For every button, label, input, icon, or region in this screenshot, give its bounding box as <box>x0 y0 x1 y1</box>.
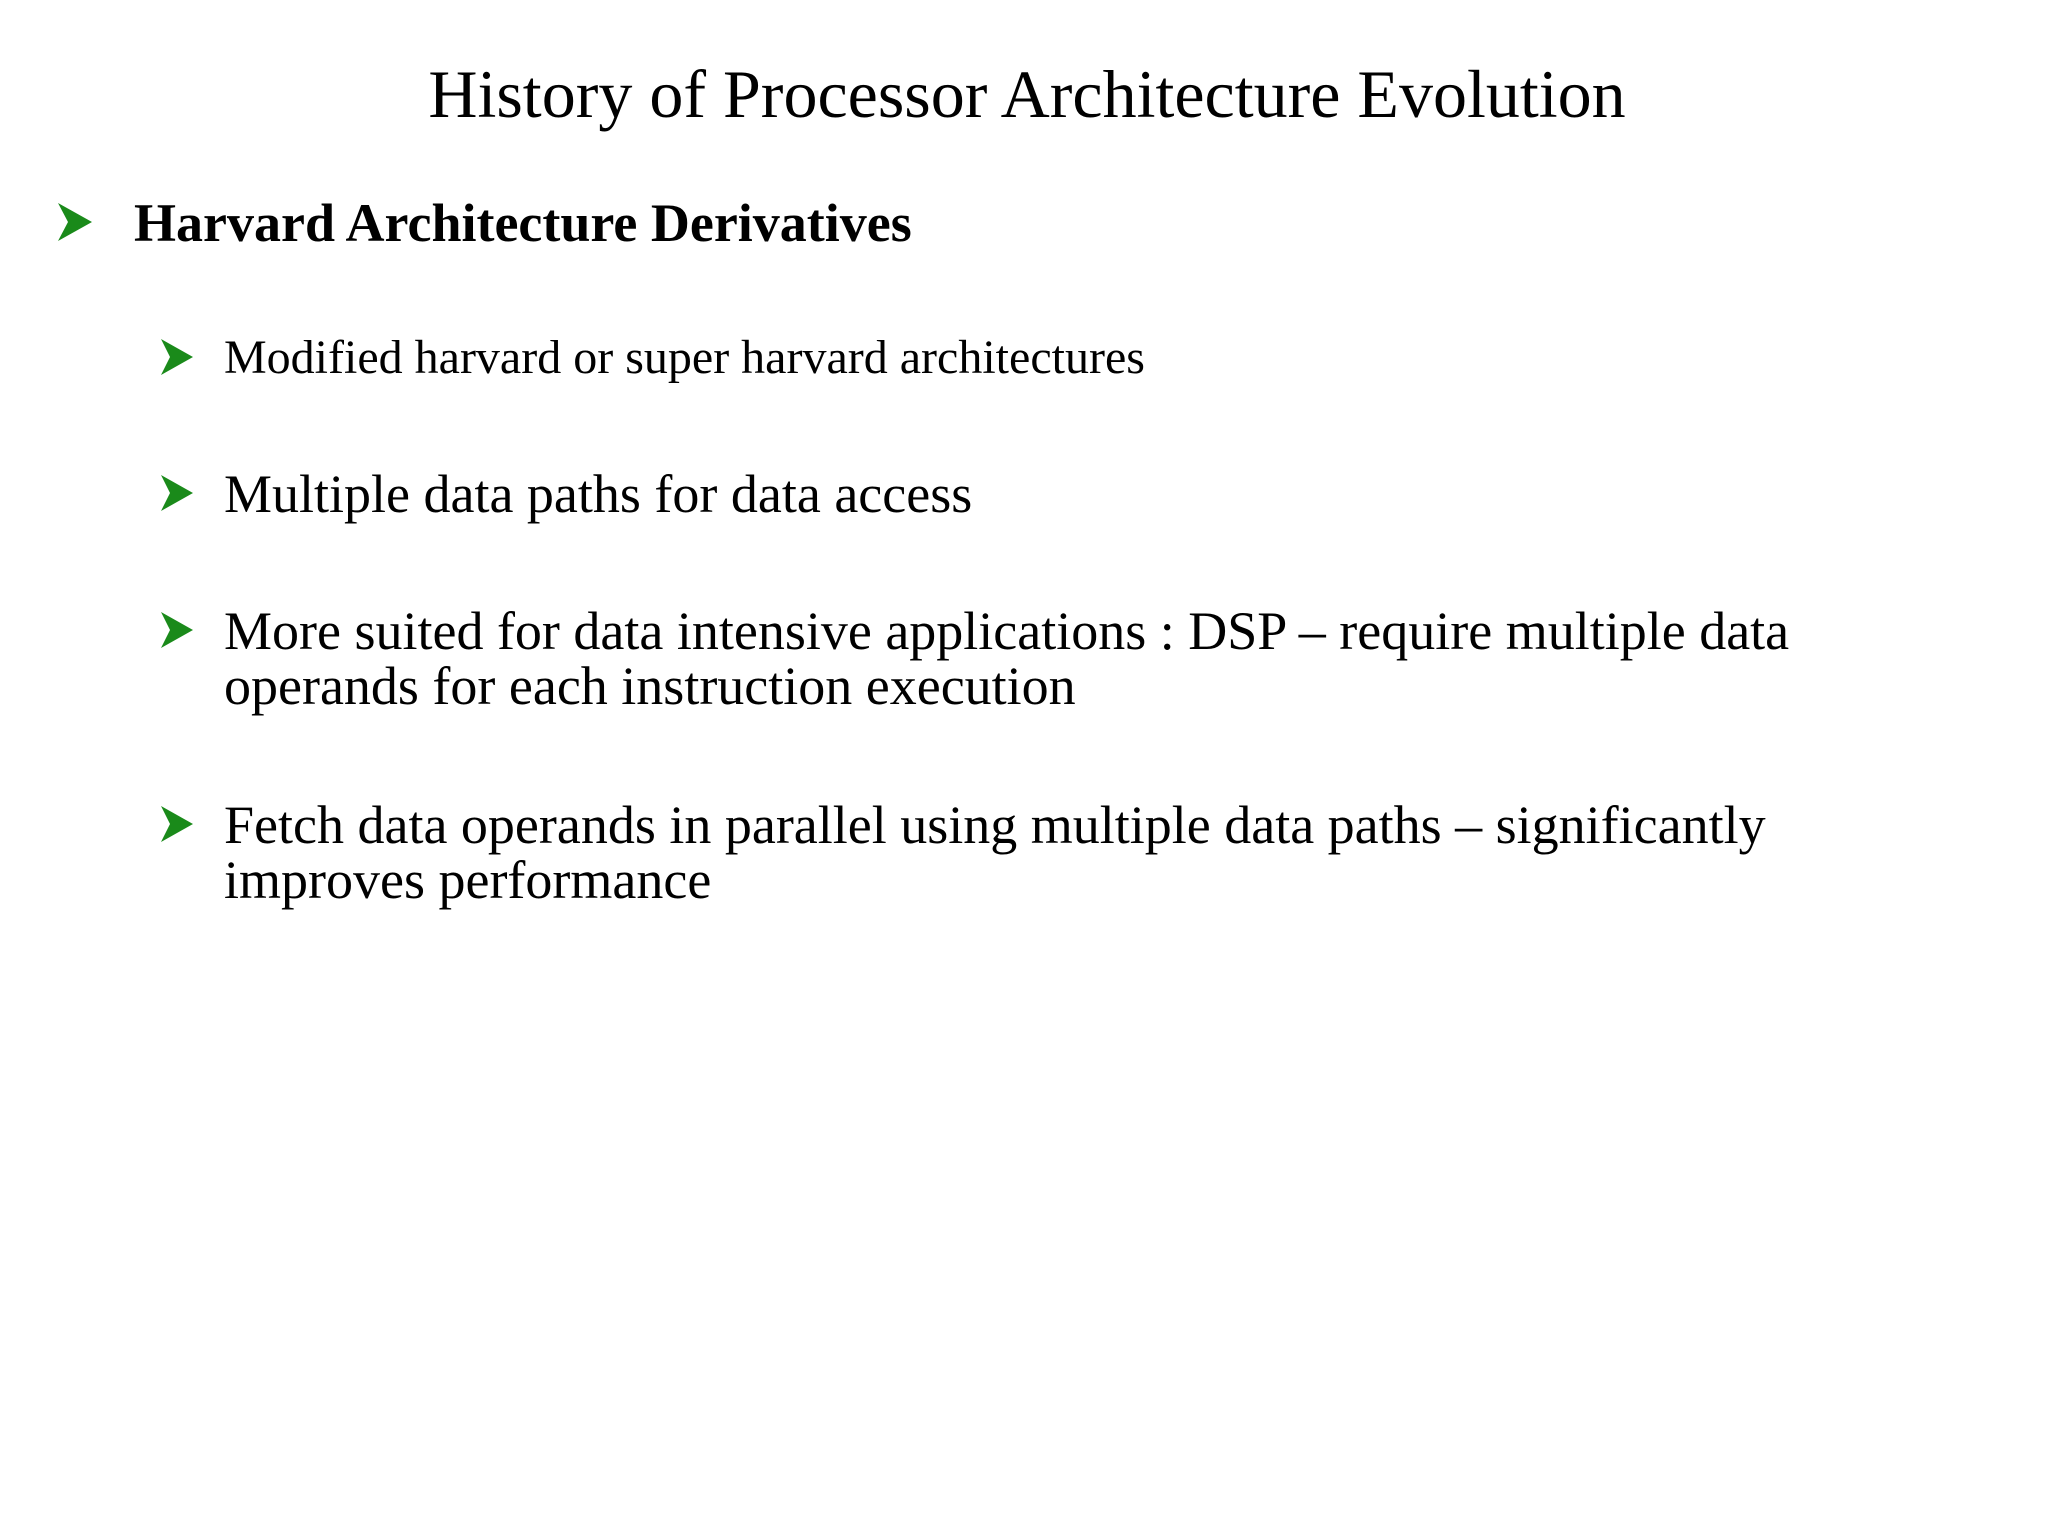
arrowhead-bullet-icon <box>161 612 193 648</box>
arrowhead-bullet-icon <box>161 806 193 842</box>
list-item-line: operands for each instruction execution <box>224 656 1076 716</box>
heading-text: Harvard Architecture Derivatives <box>134 193 912 253</box>
list-item-line: Multiple data paths for data access <box>224 464 973 524</box>
slide-title: History of Processor Architecture Evolution <box>428 56 1626 132</box>
arrowhead-bullet-icon <box>161 339 193 375</box>
list-item-line: Fetch data operands in parallel using multiple data paths – significantly <box>224 795 1766 855</box>
list-item-line: improves performance <box>224 850 712 910</box>
list-item-line: Modified harvard or super harvard architectures <box>224 331 1145 384</box>
arrowhead-bullet-icon <box>161 475 193 511</box>
arrowhead-bullet-icon <box>58 203 92 241</box>
list-item-line: More suited for data intensive applications : DSP – require multiple data <box>224 601 1790 661</box>
